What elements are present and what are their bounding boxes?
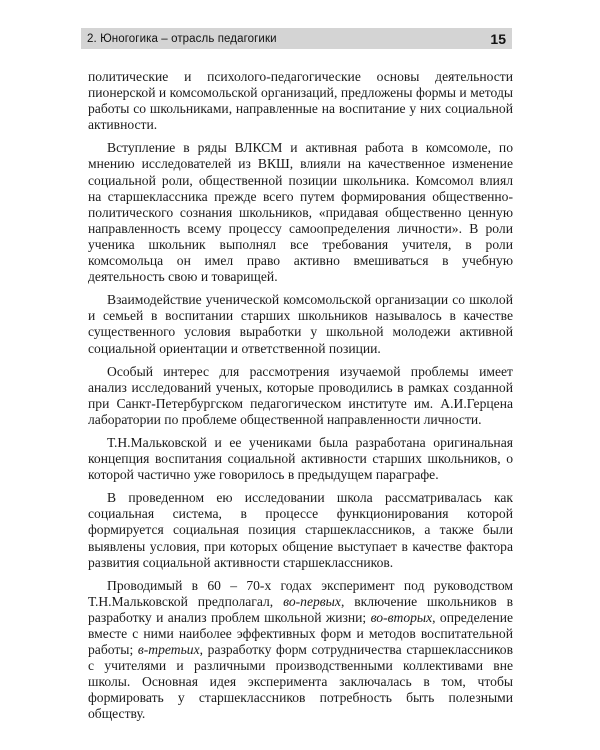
text-run: политические и психолого-педагогические основы деятельности пионерской и комсомольской организаций, предложены формы и методы работы со школьниками, направленные на воспитание у них социальной активности. [88, 69, 513, 133]
text-run: , определение вместе с ними наиболее эффективных форм и методов воспитательной работы; [88, 609, 513, 658]
paragraph [88, 292, 513, 356]
text-run: , разработку форм сотрудничества старшеклассников с учителями и различными производственными коллективами вне школы. Основная идея эксперимента заключалась в том, чтобы формировать у старшеклассников потребность быть полезными обществу. [88, 642, 513, 722]
emphasis-text: в-третьих [137, 642, 200, 658]
emphasis-text: во-вторых [370, 609, 433, 625]
text-run: Т.Н.Мальковской и ее учениками была разработана оригинальная концепция воспитания социальной активности старших школьников, о которой частично уже говорилось в предыдущем параграфе. [88, 434, 513, 483]
page-number: 15 [490, 30, 506, 47]
chapter-title: 2. Юногогика – отрасль педагогики [87, 32, 277, 45]
paragraph [88, 140, 513, 285]
text-run: Вступление в ряды ВЛКСМ и активная работа в комсомоле, по мнению исследователей из ВКШ, влияли на качественное изменение социальной роли, общественной позиции школьника. Комсомол влиял на старшеклассника прежде всего путем формирования общественно-политического сознания школьников, «придавая общественно ценную направленность всему процессу самоопределения личности». В роли ученика школьник выполнял все требования учителя, в роли комсомольца он имел право активно вмешиваться в учебную деятельность свою и товарищей. [88, 140, 513, 285]
paragraph [88, 490, 513, 570]
paragraph [88, 435, 513, 483]
paragraph [88, 69, 513, 133]
paragraph [88, 364, 513, 428]
text-run: Особый интерес для рассмотрения изучаемой проблемы имеет анализ исследований ученых, которые проводились в рамках созданной при Санкт-Петербургском педагогическом институте им. А.И.Герцена лаборатории по проблеме общественной направленности личности. [88, 363, 513, 427]
paragraph [88, 578, 513, 723]
text-run: Проводимый в 60 – 70-х годах эксперимент под руководством Т.Н.Мальковской предполагал, [88, 577, 513, 609]
body-text [88, 69, 513, 723]
text-run: , включение школьников в разработку и анализ проблем школьной жизни; [88, 593, 513, 625]
text-run: В проведенном ею исследовании школа рассматривалась как социальная система, в процессе функционирования которой формируется социальная позиция старшеклассников, а также были выявлены условия, при которых общение выступает в качестве фактора развития социальной активности старшеклассников. [88, 490, 513, 570]
running-header [81, 28, 512, 49]
emphasis-text: во-первых [283, 593, 341, 609]
text-run: Взаимодействие ученической комсомольской организации со школой и семьей в воспитании старших школьников называлось в качестве существенного условия выработки у школьной молодежи активной социальной ориентации и ответственной позиции. [88, 292, 513, 356]
